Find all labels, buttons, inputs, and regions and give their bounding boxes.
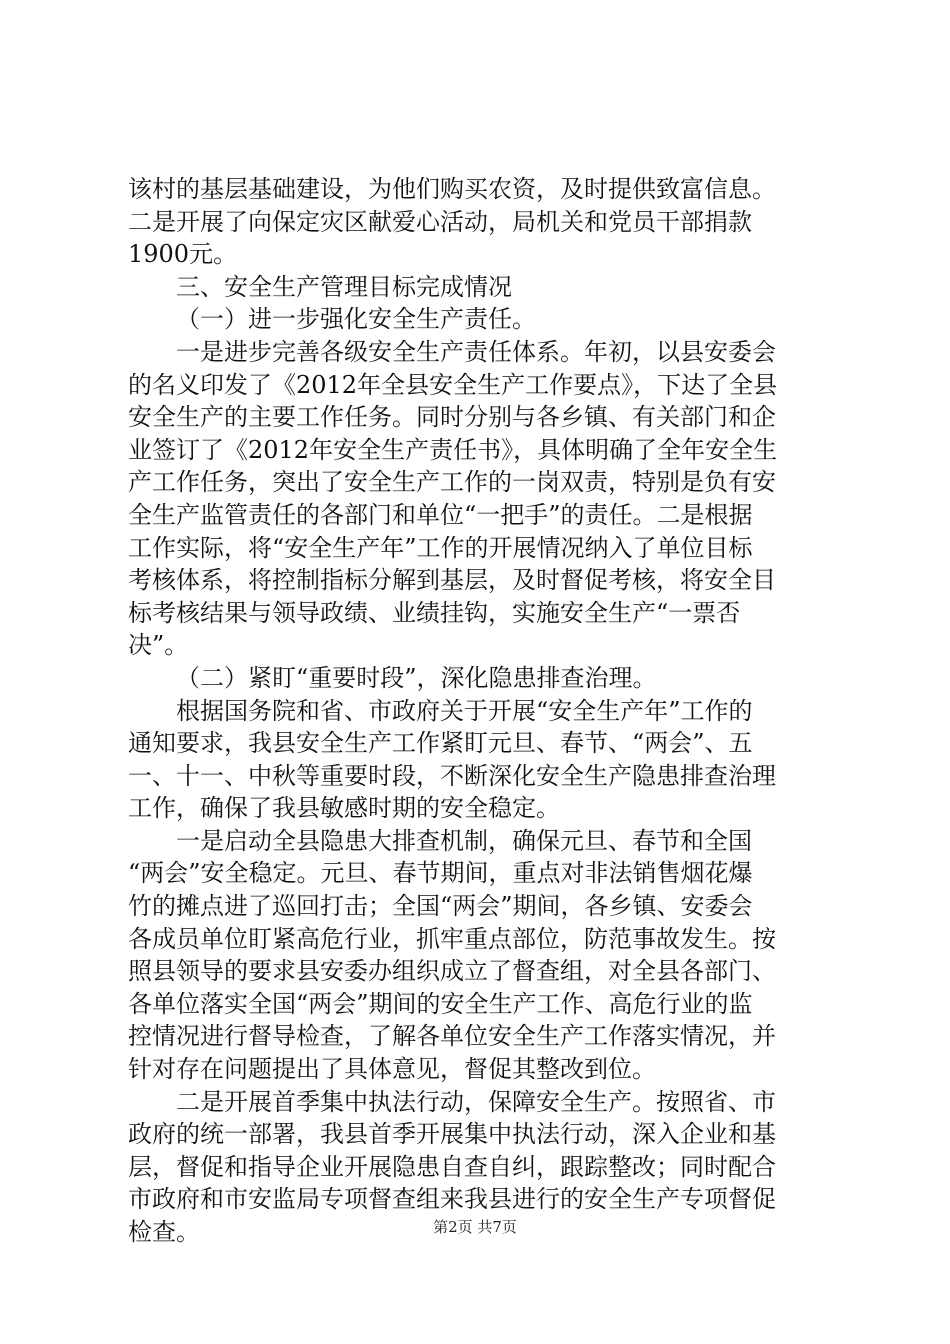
text-line: 考核体系，将控制指标分解到基层，及时督促考核，将安全目 [128,566,776,595]
text-line: 照县领导的要求县安委办组织成立了督查组，对全县各部门、 [128,957,776,986]
text-line: 市政府和市安监局专项督查组来我县进行的安全生产专项督促 [128,1185,776,1214]
text-line: 三、安全生产管理目标完成情况 [176,272,512,301]
text-line: 标考核结果与领导政绩、业绩挂钩，实施安全生产“一票否 [128,598,741,627]
text-line: 各单位落实全国“两会”期间的安全生产工作、高危行业的监 [128,989,753,1018]
text-line: 业签订了《2012年安全生产责任书》，具体明确了全年安全生 [128,435,778,464]
text-line: 安全生产的主要工作任务。同时分别与各乡镇、有关部门和企 [128,403,776,432]
text-line: 层，督促和指导企业开展隐患自查自纠，跟踪整改；同时配合 [128,1152,776,1181]
document-body [128,173,828,1249]
text-line: （二）紧盯“重要时段”，深化隐患排查治理。 [176,663,657,692]
text-line: “两会”安全稳定。元旦、春节期间，重点对非法销售烟花爆 [128,859,753,888]
text-line: 控情况进行督导检查，了解各单位安全生产工作落实情况，并 [128,1022,776,1051]
text-line: 全生产监管责任的各部门和单位“一把手”的责任。二是根据 [128,500,753,529]
text-line: 一是启动全县隐患大排查机制，确保元旦、春节和全国 [176,826,752,855]
text-line: 二是开展了向保定灾区献爱心活动，局机关和党员干部捐款 [128,207,752,236]
text-line: （一）进一步强化安全生产责任。 [176,305,536,334]
text-line: 1900元。 [128,240,238,269]
text-line: 工作，确保了我县敏感时期的安全稳定。 [128,794,560,823]
text-line: 一是进步完善各级安全生产责任体系。年初，以县安委会 [176,337,776,366]
text-line: 根据国务院和省、市政府关于开展“安全生产年”工作的 [176,696,753,725]
text-line: 产工作任务，突出了安全生产工作的一岗双责，特别是负有安 [128,468,776,497]
text-line: 通知要求，我县安全生产工作紧盯元旦、春节、“两会”、五 [128,729,753,758]
text-line: 政府的统一部署，我县首季开展集中执法行动，深入企业和基 [128,1120,776,1149]
text-line: 该村的基层基础建设，为他们购买农资，及时提供致富信息。 [128,175,776,203]
text-line: 各成员单位盯紧高危行业，抓牢重点部位，防范事故发生。按 [128,924,776,953]
text-line: 的名义印发了《2012年全县安全生产工作要点》，下达了全县 [128,370,778,399]
text-line: 针对存在问题提出了具体意见，督促其整改到位。 [128,1055,656,1084]
text-line: 二是开展首季集中执法行动，保障安全生产。按照省、市 [176,1087,776,1116]
page-footer: 第2页 共7页 [433,1218,517,1236]
text-line: 检查。 [128,1218,200,1246]
text-line: 竹的摊点进了巡回打击；全国“两会”期间，各乡镇、安委会 [128,892,753,921]
text-line: 工作实际，将“安全生产年”工作的开展情况纳入了单位目标 [128,533,753,562]
text-line: 决”。 [128,631,189,660]
text-line: 一、十一、中秋等重要时段，不断深化安全生产隐患排查治理 [128,761,776,790]
